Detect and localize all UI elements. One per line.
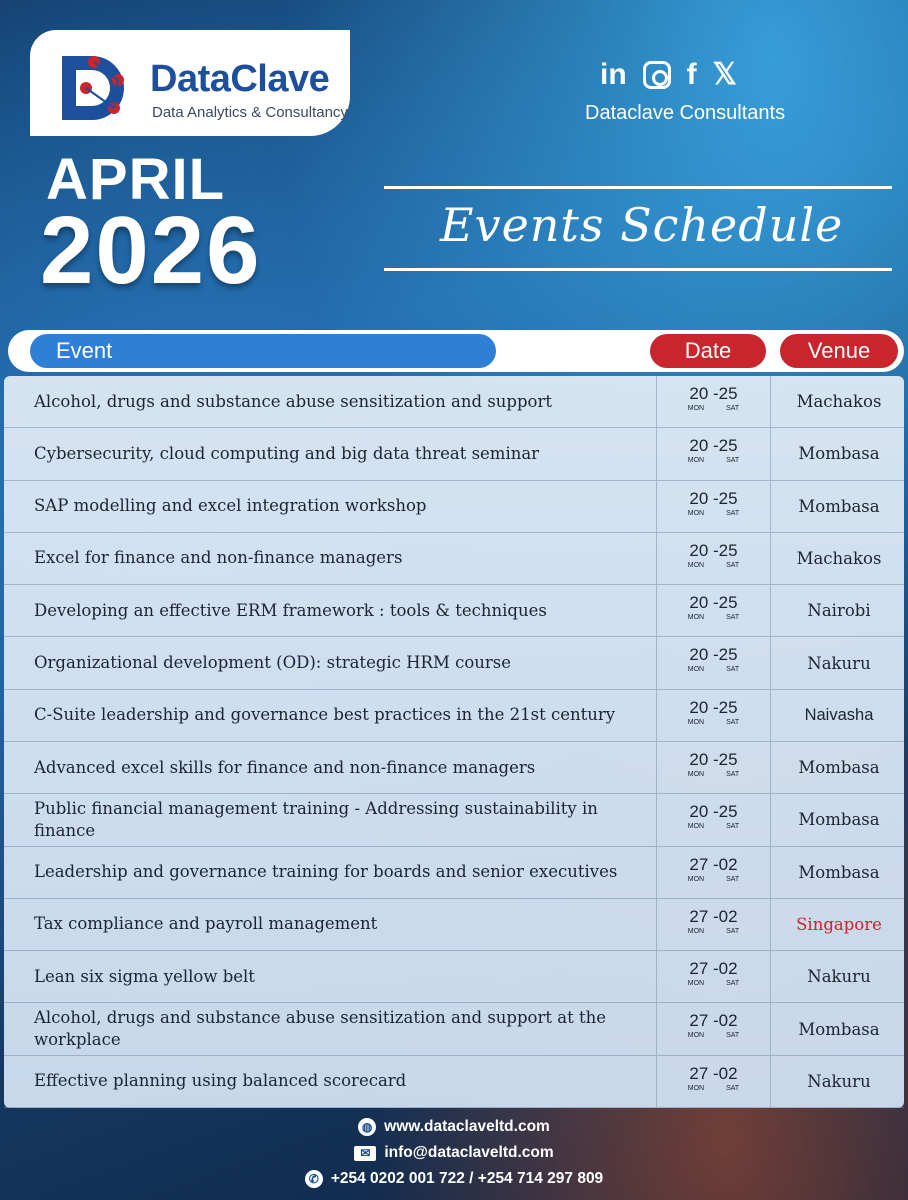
table-row [4, 376, 904, 428]
date-days [657, 928, 770, 935]
event-date [656, 585, 771, 636]
day-end: SAT [726, 1032, 740, 1040]
day-end: SAT [726, 1084, 740, 1092]
event-venue: Mombasa [798, 444, 880, 464]
event-venue: Machakos [796, 392, 882, 412]
date-range: 27 -02 [689, 1063, 738, 1083]
day-end: SAT [726, 718, 740, 726]
day-end: SAT [726, 405, 740, 412]
table-row [4, 847, 904, 899]
day-start: MON [687, 927, 705, 935]
day-end: SAT [726, 823, 740, 831]
day-end: SAT [726, 509, 740, 517]
day-start: MON [687, 666, 705, 674]
month-label: APRIL [46, 147, 225, 212]
date-days [657, 823, 770, 830]
date-range: 20 -25 [689, 802, 738, 822]
date-days [657, 405, 770, 412]
dataclave-logo-icon [56, 50, 132, 126]
date-range: 20 -25 [689, 645, 738, 665]
table-row [4, 794, 904, 846]
date-days [657, 510, 770, 517]
table-row [4, 481, 904, 533]
event-name: SAP modelling and excel integration workshop [34, 496, 427, 516]
date-range: 20 -25 [689, 593, 738, 613]
event-venue: Mombasa [798, 1019, 880, 1039]
event-date [656, 742, 771, 793]
event-date [656, 794, 771, 845]
header-date: Date [650, 334, 766, 368]
event-name: Leadership and governance training for boards and senior executives [34, 862, 618, 882]
event-venue: Machakos [796, 548, 882, 568]
event-date [656, 847, 771, 898]
day-start: MON [687, 614, 705, 622]
date-days [657, 457, 770, 464]
email-row [0, 1140, 908, 1166]
event-name: Alcohol, drugs and substance abuse sensitization and support [34, 391, 552, 411]
day-end: SAT [726, 666, 740, 674]
title-rule-bottom [384, 268, 892, 271]
date-days [657, 771, 770, 778]
website-row [0, 1114, 908, 1140]
table-row [4, 951, 904, 1003]
event-venue: Mombasa [798, 496, 880, 516]
day-end: SAT [726, 927, 740, 935]
table-row [4, 533, 904, 585]
day-start: MON [687, 457, 705, 465]
event-name: Lean six sigma yellow belt [34, 966, 255, 986]
table-row [4, 1003, 904, 1055]
date-range: 20 -25 [689, 750, 738, 769]
table-row [4, 899, 904, 951]
event-name: Excel for finance and non-finance managers [34, 548, 403, 568]
table-row [4, 637, 904, 689]
header-event: Event [30, 334, 496, 368]
table-header [8, 330, 904, 372]
day-end: SAT [726, 561, 740, 569]
event-name: Public financial management training - Addressing sustainability in finance [34, 798, 598, 840]
event-name: Alcohol, drugs and substance abuse sensitization and support at the workplace [34, 1007, 606, 1050]
table-row [4, 585, 904, 637]
day-end: SAT [726, 980, 740, 988]
event-venue: Nairobi [807, 601, 871, 621]
date-range: 20 -25 [689, 436, 738, 456]
email-link[interactable]: info@dataclaveltd.com [384, 1144, 554, 1161]
day-start: MON [687, 509, 705, 517]
day-end: SAT [726, 614, 740, 622]
event-name: Developing an effective ERM framework : tools & techniques [34, 600, 547, 620]
schedule-title: Events Schedule [440, 198, 844, 252]
x-icon[interactable]: 𝕏 [712, 58, 737, 91]
day-start: MON [687, 1032, 705, 1040]
day-start: MON [687, 1084, 705, 1092]
day-start: MON [687, 718, 705, 726]
event-date [656, 951, 771, 1002]
day-start: MON [687, 771, 705, 778]
instagram-icon[interactable] [643, 61, 671, 89]
event-name: Advanced excel skills for finance and non-finance managers [34, 757, 536, 777]
facebook-icon[interactable]: f [686, 58, 697, 91]
year-label: 2026 [40, 197, 262, 304]
event-venue: Mombasa [798, 758, 880, 778]
linkedin-icon[interactable]: in [600, 58, 627, 91]
date-days [657, 562, 770, 569]
brand-name: DataClave [150, 58, 330, 100]
day-end: SAT [726, 771, 740, 778]
event-venue: Naivasha [804, 705, 874, 724]
day-start: MON [687, 405, 705, 412]
website-link[interactable]: www.dataclaveltd.com [384, 1118, 550, 1135]
event-venue: Nakuru [807, 1071, 871, 1091]
event-date [656, 690, 771, 741]
date-range: 27 -02 [689, 959, 738, 979]
event-date [656, 376, 771, 427]
date-days [657, 1032, 770, 1039]
date-range: 20 -25 [689, 540, 738, 560]
mail-icon: ✉ [354, 1146, 376, 1161]
header-venue: Venue [780, 334, 898, 368]
table-row [4, 428, 904, 480]
day-start: MON [687, 980, 705, 988]
event-venue: Mombasa [798, 810, 880, 830]
event-date [656, 428, 771, 479]
phone-icon: ✆ [305, 1170, 323, 1188]
brand-tagline: Data Analytics & Consultancy [152, 104, 348, 121]
event-venue: Singapore [796, 914, 882, 934]
date-days [657, 719, 770, 726]
event-date [656, 1003, 771, 1054]
contact-footer [0, 1114, 908, 1192]
date-range: 27 -02 [689, 906, 738, 926]
phone-numbers[interactable]: +254 0202 001 722 / +254 714 297 809 [330, 1170, 604, 1187]
table-row [4, 690, 904, 742]
date-range: 27 -02 [689, 854, 738, 874]
event-venue: Nakuru [807, 967, 871, 987]
event-date [656, 899, 771, 950]
event-name: C-Suite leadership and governance best practices in the 21st century [34, 705, 616, 725]
event-date [656, 637, 771, 688]
event-date [656, 481, 771, 532]
event-name: Effective planning using balanced scorecard [34, 1071, 407, 1091]
day-end: SAT [726, 457, 740, 465]
date-range: 27 -02 [689, 1011, 738, 1031]
day-start: MON [687, 561, 705, 569]
date-days [657, 980, 770, 987]
date-days [657, 876, 770, 883]
day-end: SAT [726, 875, 740, 883]
date-days [657, 666, 770, 673]
event-name: Organizational development (OD): strategic HRM course [34, 652, 512, 672]
table-row [4, 742, 904, 794]
event-date [656, 533, 771, 584]
events-table [4, 376, 904, 1108]
globe-icon: ◍ [358, 1118, 376, 1136]
event-name: Cybersecurity, cloud computing and big data threat seminar [34, 443, 540, 463]
event-date [656, 1056, 771, 1107]
social-links [600, 58, 737, 92]
date-days [657, 1085, 770, 1092]
date-range: 20 -25 [689, 488, 738, 508]
brand-logo [30, 30, 350, 136]
event-name: Tax compliance and payroll management [34, 914, 378, 934]
table-row [4, 1056, 904, 1108]
date-range: 20 -25 [689, 697, 738, 717]
date-range: 20 -25 [689, 384, 738, 403]
event-venue: Mombasa [798, 862, 880, 882]
phone-row [0, 1166, 908, 1192]
title-rule-top [384, 186, 892, 189]
event-venue: Nakuru [807, 653, 871, 673]
social-handle: Dataclave Consultants [585, 102, 786, 124]
day-start: MON [687, 875, 705, 883]
date-days [657, 614, 770, 621]
day-start: MON [687, 823, 705, 831]
